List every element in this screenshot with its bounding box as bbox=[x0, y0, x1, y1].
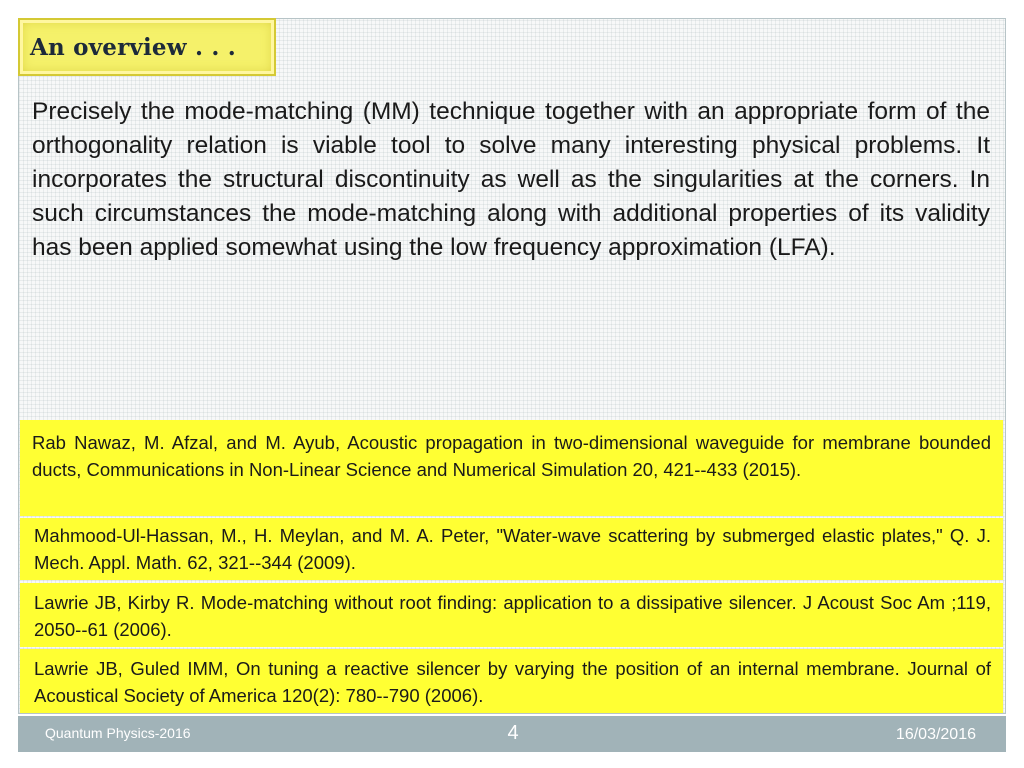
title-box bbox=[18, 18, 276, 76]
footer-bar bbox=[18, 716, 1006, 752]
reference-1: Rab Nawaz, M. Afzal, and M. Ayub, Acoustic propagation in two-dimensional waveguide for membrane bounded ducts, Communications in Non-Linear Science and Numerical Simulation 20, 421--433 (2015). bbox=[20, 420, 1003, 516]
reference-2: Mahmood-Ul-Hassan, M., H. Meylan, and M. A. Peter, "Water-wave scattering by submerged elastic plates," Q. J. Mech. Appl. Math. 62, 321--344 (2009). bbox=[20, 518, 1003, 580]
slide-title: An overview . . . bbox=[30, 33, 237, 61]
body-paragraph: Precisely the mode-matching (MM) technique together with an appropriate form of the orthogonality relation is viable tool to solve many interesting physical problems. It incorporates the structural discontinuity as well as the singularities at the corners. In such circumstances the mode-matching along with additional properties of its validity has been applied somewhat using the low frequency approximation (LFA). bbox=[32, 98, 990, 261]
reference-3: Lawrie JB, Kirby R. Mode-matching without root finding: application to a dissipative silencer. J Acoust Soc Am ;119, 2050--61 (2006). bbox=[20, 583, 1003, 647]
reference-4: Lawrie JB, Guled IMM, On tuning a reactive silencer by varying the position of an internal membrane. Journal of Acoustical Society of America 120(2): 780--790 (2006). bbox=[20, 649, 1003, 713]
page-number: 4 bbox=[507, 722, 519, 744]
footer-date: 16/03/2016 bbox=[895, 726, 976, 743]
footer-event-name: Quantum Physics-2016 bbox=[45, 725, 191, 741]
